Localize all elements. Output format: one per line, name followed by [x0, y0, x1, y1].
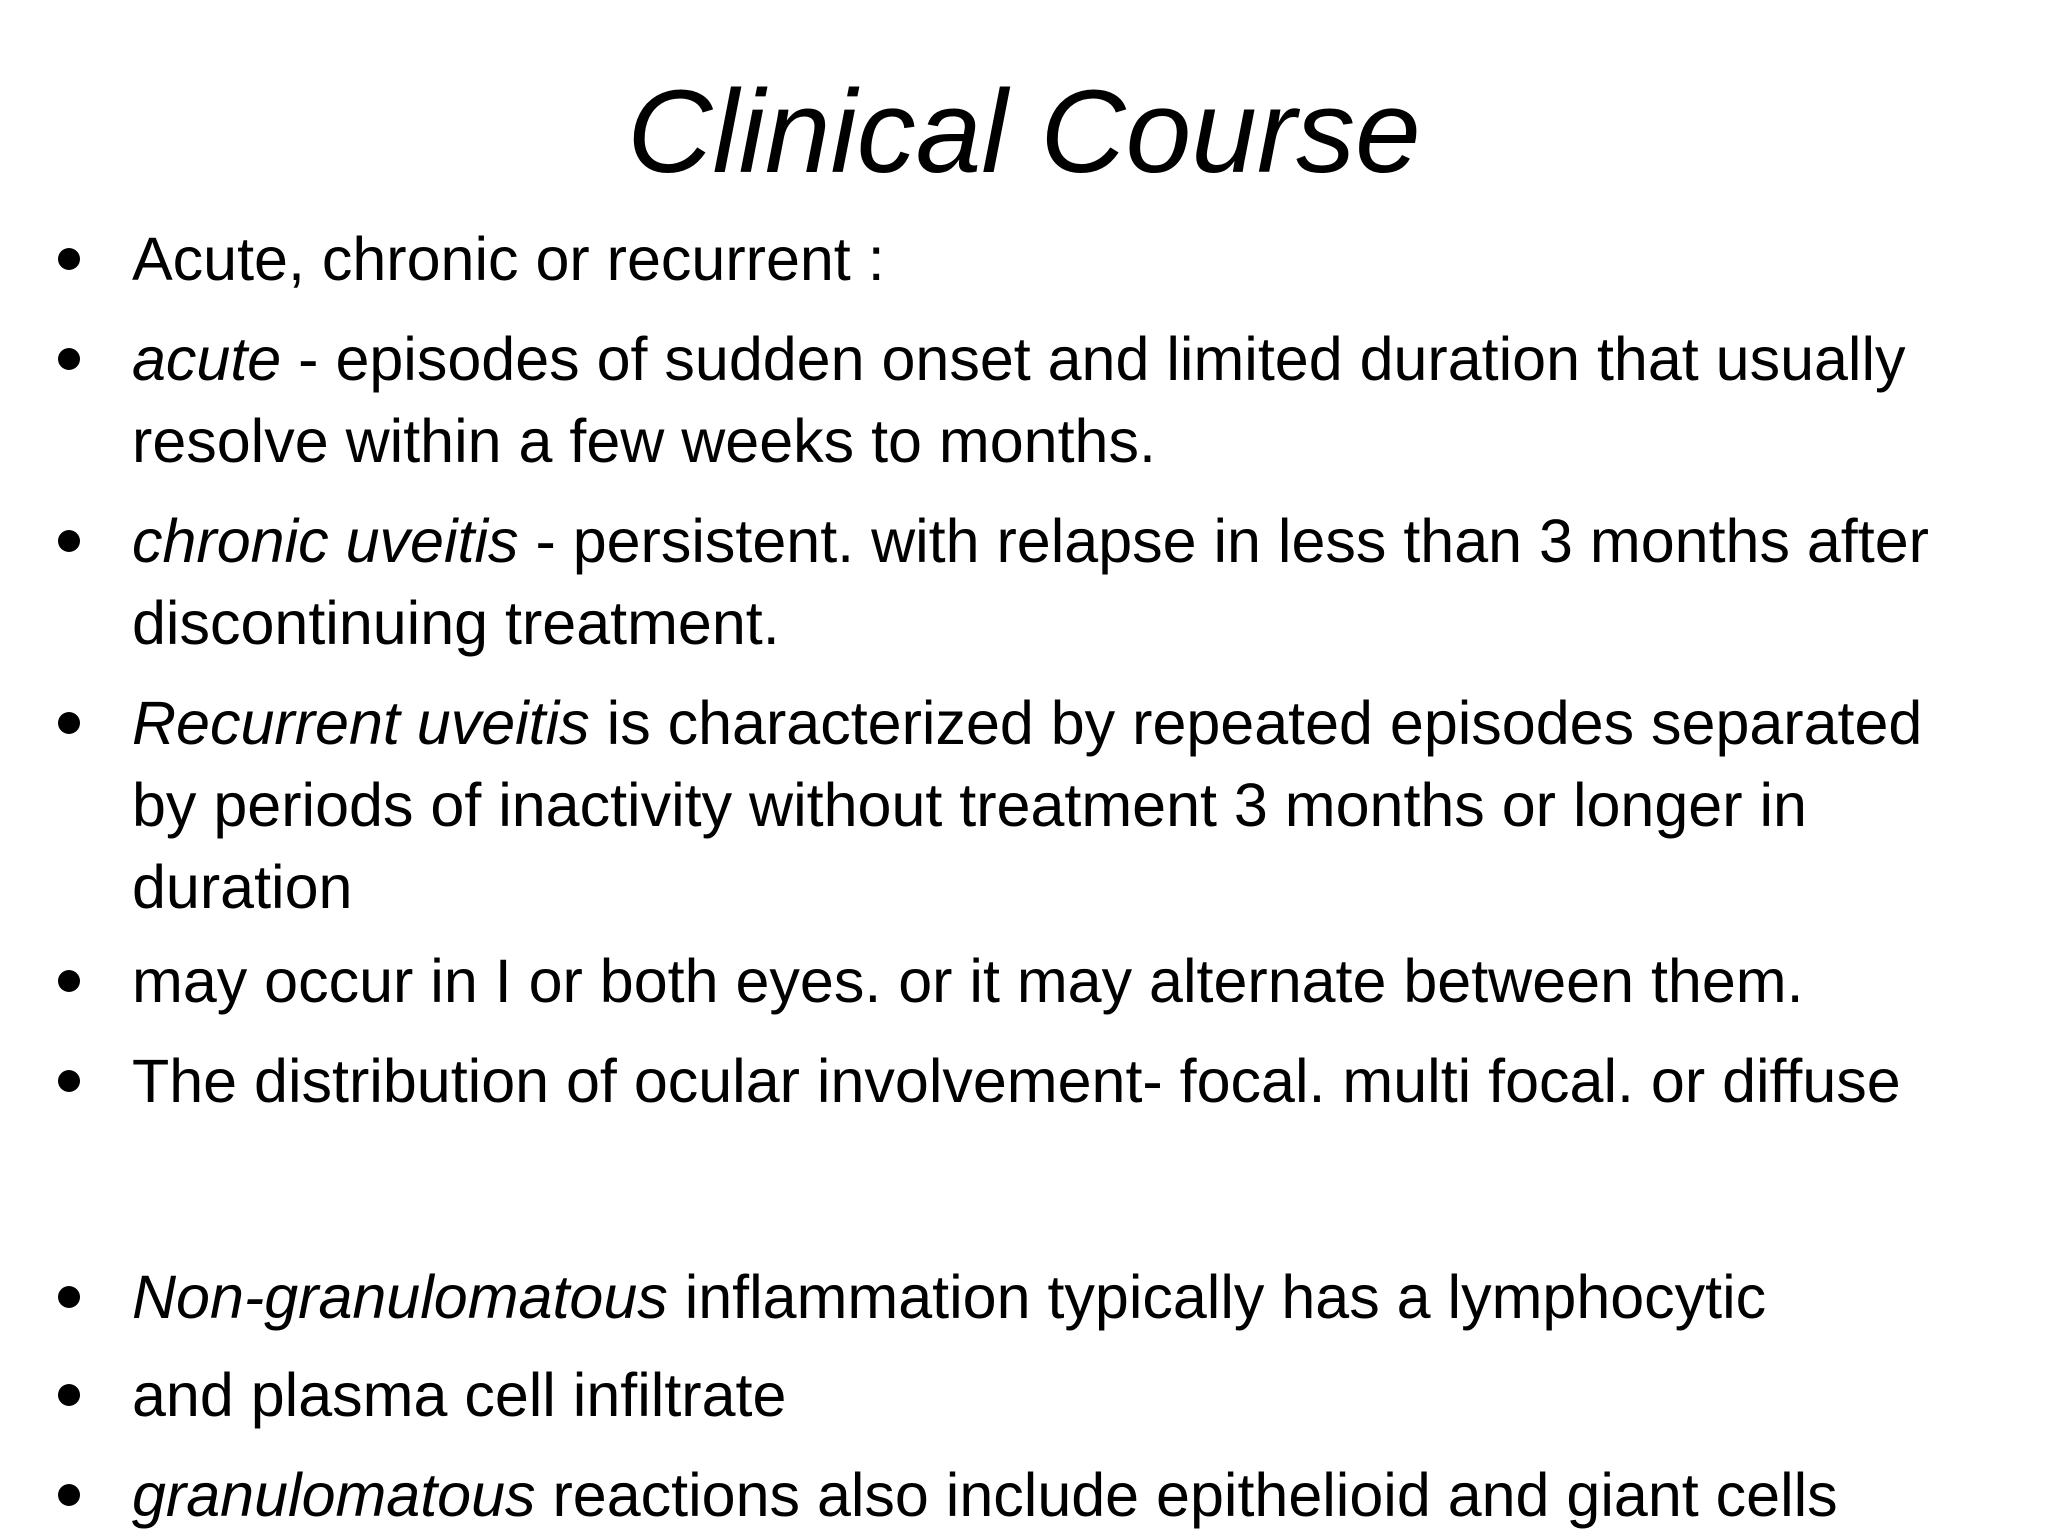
bullet-text-regular: inflammation typically has a lymphocytic: [667, 1263, 1767, 1331]
bullet-dot-icon: [58, 1484, 80, 1506]
bullet-text-regular: The distribution of ocular involvement- focal. multi focal. or diffuse: [132, 1047, 1901, 1115]
bullet-dot-icon: [58, 348, 80, 370]
bullet-dot-icon: [58, 1070, 80, 1092]
bullet-text-italic: Non-granulomatous: [132, 1263, 668, 1331]
bullet-text-line: [132, 582, 2032, 664]
bullet-dot-icon: [58, 530, 80, 552]
bullet-dot-icon: [58, 1286, 80, 1308]
bullet-text-line: [132, 940, 2032, 1022]
bullet-text-italic: granulomatous: [132, 1461, 536, 1529]
bullet-text-line: [132, 318, 2032, 400]
bullet-text-regular: is characterized by repeated episodes separated: [589, 689, 1923, 757]
bullet-text-line: [132, 500, 2032, 582]
bullet-text-regular: - episodes of sudden onset and limited duration that usually: [281, 325, 1906, 393]
bullet-dot-icon: [58, 970, 80, 992]
bullet-text-regular: reactions also include epithelioid and giant cells: [535, 1461, 1838, 1529]
bullet-text-regular: by periods of inactivity without treatment 3 months or longer in: [132, 771, 1807, 839]
bullet-text-line: [132, 1354, 2032, 1436]
bullet-text-regular: and plasma cell infiltrate: [132, 1361, 787, 1429]
bullet-text-line: [132, 1256, 2032, 1338]
bullet-text-line: [132, 1454, 2032, 1536]
bullet-dot-icon: [58, 1384, 80, 1406]
bullet-text-regular: may occur in I or both eyes. or it may alternate between them.: [132, 947, 1804, 1015]
bullet-text-line: [132, 400, 2032, 482]
bullet-dot-icon: [58, 712, 80, 734]
bullet-dot-icon: [58, 248, 80, 270]
bullet-text-italic: acute: [132, 325, 282, 393]
slide-title: Clinical Course: [627, 66, 1421, 198]
bullet-text-italic: Recurrent uveitis: [132, 689, 590, 757]
bullet-text-italic: chronic uveitis: [132, 507, 519, 575]
bullet-text-regular: duration: [132, 853, 353, 921]
bullet-text-line: [132, 846, 2032, 928]
bullet-text-line: [132, 682, 2032, 764]
bullet-text-regular: resolve within a few weeks to months.: [132, 407, 1156, 475]
bullet-text-regular: discontinuing treatment.: [132, 589, 780, 657]
bullet-text-line: [132, 764, 2032, 846]
bullet-text-regular: Acute, chronic or recurrent :: [132, 225, 885, 293]
bullet-text-line: [132, 218, 2032, 300]
bullet-text-line: [132, 1040, 2032, 1122]
bullet-text-regular: - persistent. with relapse in less than 3 months after: [518, 507, 1929, 575]
